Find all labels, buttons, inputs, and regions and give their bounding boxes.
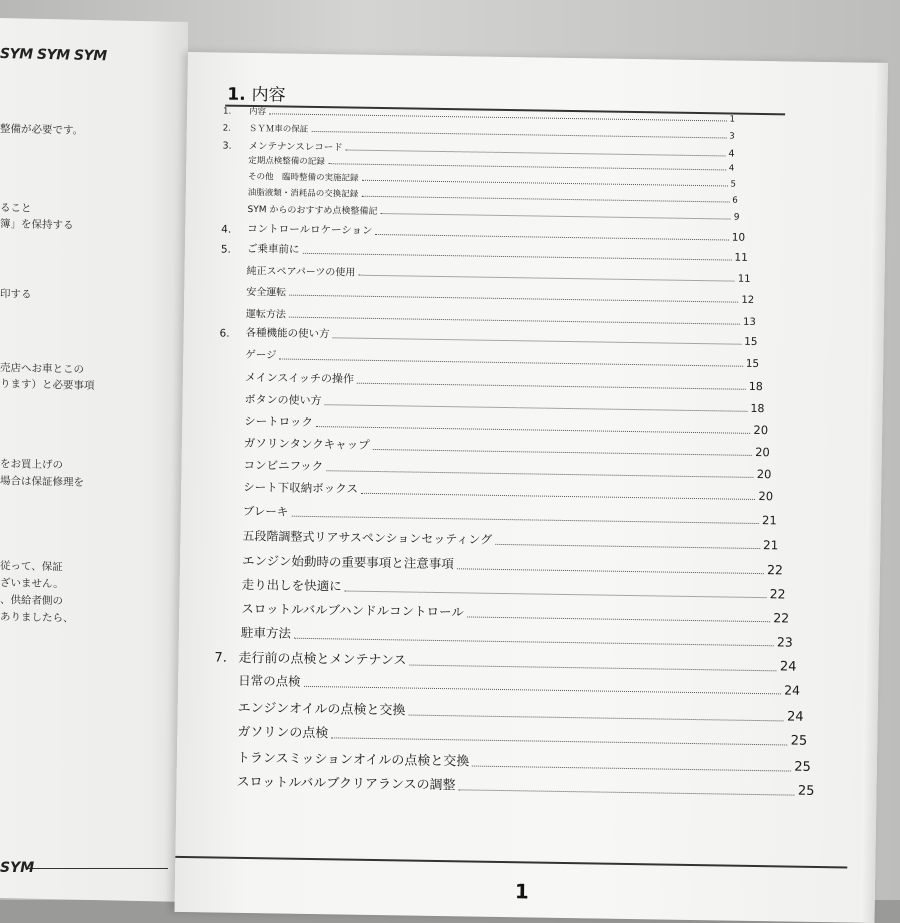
toc-entry-page: 25	[794, 760, 811, 775]
toc-entry-title: ガソリンタンクキャップ	[244, 435, 370, 453]
toc-entry-title: 駐車方法	[241, 623, 291, 642]
toc-entry-page: 21	[763, 538, 778, 552]
toc-leader-dots	[457, 568, 764, 574]
toc-entry-title: コントロールロケーション	[247, 221, 373, 238]
toc-entry-title: トランスミッションオイルの点検と交換	[237, 747, 470, 770]
left-page-line: 売店へお車とこの	[0, 360, 84, 377]
toc-leader-dots	[495, 544, 760, 549]
toc-leader-dots	[289, 317, 740, 325]
toc-entry-page: 25	[798, 784, 815, 799]
left-page-line: 従って、保証	[0, 558, 63, 574]
toc-entry-title: 各種機能の使い方	[245, 325, 329, 341]
toc-entry-title: SYM からのおすすめ点検整備記	[247, 202, 377, 217]
toc-entry	[214, 670, 800, 697]
toc-entry	[219, 347, 759, 370]
toc-leader-dots	[302, 253, 731, 261]
left-page-header: SYM SYM SYM	[0, 46, 107, 64]
toc-leader-dots	[333, 337, 742, 344]
toc-entry-number: 5.	[221, 244, 247, 256]
toc-title-number: 1.	[227, 85, 246, 105]
toc-title-text: 内容	[251, 85, 285, 106]
toc-leader-dots	[345, 591, 767, 599]
toc-entry-number: 7.	[214, 650, 238, 665]
toc-entry	[212, 770, 814, 798]
toc-leader-dots	[331, 737, 787, 745]
left-page-line: 簿」を保持する	[0, 216, 74, 233]
toc-entry	[219, 325, 757, 348]
left-page-line: ありましたら、	[0, 609, 74, 626]
toc-entry-number: 3.	[222, 141, 248, 152]
toc-entry-page: 20	[758, 489, 773, 503]
toc-entry-page: 20	[753, 423, 768, 437]
left-page-line: ること	[0, 200, 32, 216]
toc-leader-dots	[269, 113, 727, 121]
left-page-line: 場合は保証修理を	[0, 473, 84, 490]
toc-leader-dots	[380, 213, 730, 220]
toc-entry-page: 25	[791, 734, 808, 749]
toc-entry-title: ＳＹＭ車の保証	[249, 122, 309, 135]
toc-entry-title: ブレーキ	[243, 503, 289, 520]
toc-entry-page: 23	[777, 634, 793, 649]
toc-entry	[217, 457, 771, 482]
toc-entry-page: 13	[743, 317, 756, 328]
toc-entry	[216, 575, 786, 602]
toc-entry-title: 走行前の点検とメンテナンス	[238, 647, 406, 669]
toc-leader-dots	[311, 131, 726, 139]
toc-entry-title: メンテナンスレコード	[248, 138, 342, 153]
toc-entry-page: 24	[780, 659, 797, 674]
toc-entry-title: スロットルバルブクリアランスの調整	[236, 771, 455, 793]
toc-entry-page: 11	[738, 274, 751, 285]
toc-leader-dots	[408, 715, 784, 722]
toc-leader-dots	[328, 163, 726, 170]
toc-entry-page: 15	[746, 358, 760, 370]
toc-entry	[215, 598, 789, 625]
toc-entry-title: ガソリンの点検	[237, 721, 328, 741]
toc-leader-dots	[324, 404, 747, 412]
toc-leader-dots	[357, 383, 746, 390]
toc-leader-dots	[326, 470, 754, 478]
toc-entry-page: 22	[773, 610, 789, 625]
toc-entry-page: 24	[787, 709, 804, 724]
toc-entry	[220, 305, 756, 328]
toc-entry	[215, 622, 793, 649]
toc-entry	[217, 503, 777, 528]
toc-entry	[218, 413, 768, 438]
toc-leader-dots	[291, 516, 759, 524]
toc-entry-page: 4	[728, 149, 734, 160]
toc-entry-title: 純正スペアパーツの使用	[246, 262, 355, 279]
toc-entry-number: 4.	[221, 224, 247, 236]
toc-leader-dots	[316, 426, 751, 434]
toc-leader-dots	[279, 358, 742, 366]
toc-entry-title: ご乗車前に	[247, 241, 300, 257]
toc-entry-page: 12	[741, 295, 754, 306]
toc-entry-page: 20	[755, 445, 770, 459]
toc-entry-page: 3	[729, 132, 735, 142]
toc-entry	[214, 696, 804, 724]
toc-entry	[220, 262, 750, 285]
toc-entry-title: メインスイッチの操作	[245, 369, 354, 387]
toc-leader-dots	[472, 766, 791, 772]
toc-leader-dots	[376, 234, 729, 241]
toc-leader-dots	[358, 275, 734, 282]
toc-entry-page: 22	[770, 586, 786, 601]
toc-leader-dots	[409, 665, 776, 672]
toc-entry-title: ボタンの使い方	[244, 391, 321, 408]
left-footer-rule	[28, 868, 168, 869]
toc-leader-dots	[289, 295, 738, 303]
toc-entry	[213, 720, 807, 748]
toc-leader-dots	[373, 449, 753, 456]
left-page	[0, 18, 188, 902]
toc-entry	[216, 551, 783, 578]
left-page-line: ります）と必要事項	[0, 376, 95, 393]
toc-leader-dots	[361, 196, 729, 203]
toc-entry-page: 24	[784, 682, 800, 697]
toc-entry	[221, 202, 739, 223]
toc-leader-dots	[467, 616, 770, 622]
toc-entry-title: ゲージ	[245, 347, 277, 362]
toc-entry-number: 1.	[223, 107, 249, 117]
toc-entry	[219, 369, 763, 394]
toc-entry-page: 10	[732, 232, 746, 244]
toc-entry	[218, 435, 770, 460]
toc-entry-page: 6	[732, 196, 738, 206]
left-page-line: 印する	[0, 286, 32, 302]
toc-entry-page: 20	[757, 467, 772, 481]
toc-entry-title: その他 臨時整備の実施記録	[248, 170, 359, 184]
toc-entry	[223, 105, 735, 125]
toc-entry	[213, 746, 811, 774]
toc-entry-page: 22	[767, 562, 783, 577]
left-page-line: をお買上げの	[0, 456, 63, 472]
toc-entry-number: 2.	[223, 124, 249, 134]
toc-entry-title: エンジンオイルの点検と交換	[238, 697, 406, 719]
toc-entry-title: 走り出しを快適に	[242, 575, 342, 595]
toc-entry-page: 4	[729, 164, 735, 174]
toc-entry-page: 1	[730, 115, 736, 125]
toc-leader-dots	[458, 789, 794, 795]
toc-entry-page: 18	[749, 380, 763, 393]
toc-entry-title: コンビニフック	[243, 457, 323, 474]
bottom-rule	[175, 856, 847, 869]
toc-entry	[220, 283, 754, 306]
toc-entry-page: 9	[734, 213, 740, 223]
left-page-line: ざいません。	[0, 575, 64, 591]
toc-entry-page: 18	[750, 402, 764, 415]
toc-entry-title: 油脂液類・消耗品の交換記録	[248, 186, 359, 200]
toc-leader-dots	[362, 180, 728, 187]
toc-leader-dots	[304, 686, 782, 695]
toc-entry-page: 15	[744, 336, 758, 348]
toc-entry-title: スロットルバルブハンドルコントロール	[241, 599, 464, 620]
left-page-footer: SYM	[0, 860, 34, 876]
toc-entry	[221, 221, 745, 244]
right-page	[174, 52, 887, 923]
toc-entry	[214, 646, 796, 674]
toc-entry-title: 定期点検整備の記録	[248, 154, 325, 167]
left-page-line: 整備が必要です。	[0, 121, 83, 138]
toc-entry-number: 6.	[219, 328, 245, 340]
toc-entry-title: 安全運転	[246, 283, 286, 299]
toc-entry	[216, 527, 778, 553]
toc-leader-dots	[361, 493, 755, 500]
toc-entry-page: 21	[762, 513, 777, 527]
toc-entry-page: 5	[730, 180, 736, 190]
toc-entry-title: エンジン始動時の重要事項と注意事項	[242, 551, 454, 572]
left-page-line: 、供給者側の	[0, 592, 63, 608]
toc-title	[227, 80, 286, 106]
toc-entry	[217, 479, 773, 504]
toc-entry-title: シートロック	[244, 413, 313, 430]
toc-entry-title: シート下収納ボックス	[243, 479, 358, 497]
toc-entry-title: 運転方法	[246, 305, 286, 321]
toc-entry-title: 五段階調整式リアサスペンションセッティング	[242, 527, 492, 548]
toc-entry-title: 内容	[249, 105, 266, 117]
toc-entry-page: 11	[734, 252, 748, 264]
toc-leader-dots	[294, 638, 774, 647]
page-number: 1	[515, 879, 529, 903]
toc-entry	[221, 241, 748, 264]
toc-entry	[218, 391, 764, 416]
toc-entry-title: 日常の点検	[238, 671, 301, 690]
